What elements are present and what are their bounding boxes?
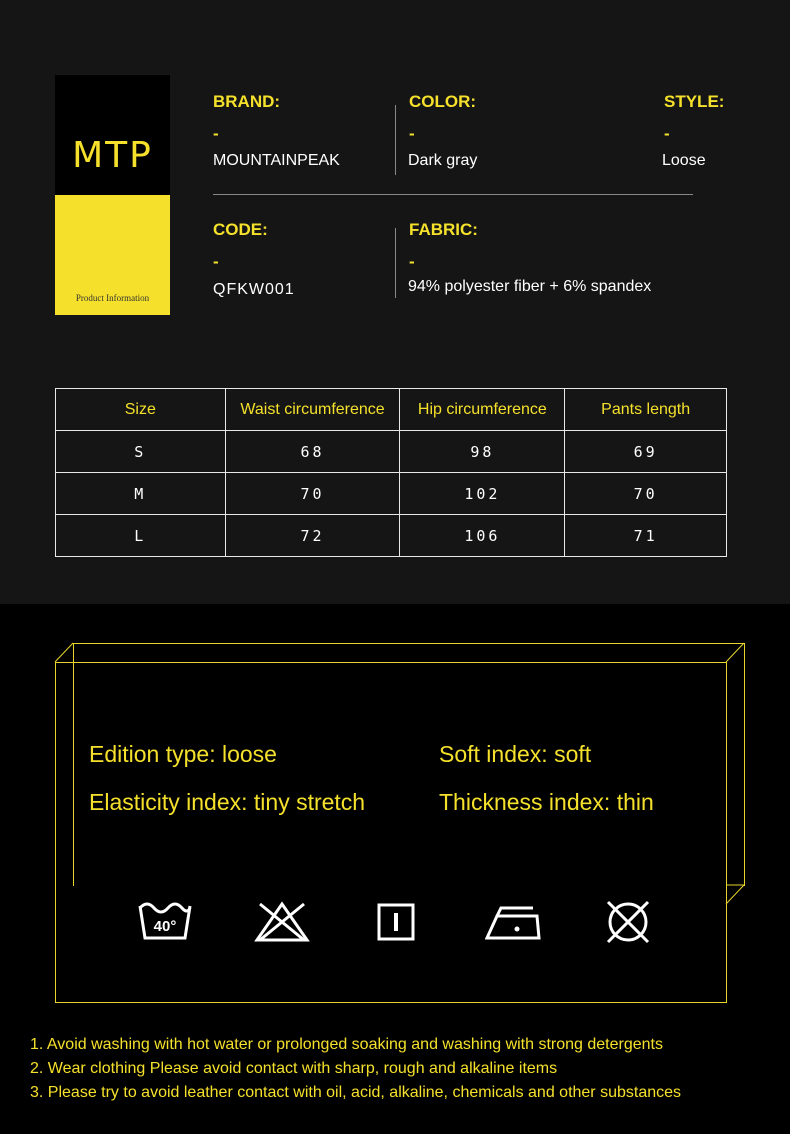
elasticity-index: Elasticity index: tiny stretch [89, 789, 366, 815]
tumble-dry-icon [368, 898, 424, 946]
color-value: Dark gray [408, 152, 478, 169]
code-value: QFKW001 [213, 281, 295, 298]
table-cell: 72 [225, 515, 400, 557]
column-header: Pants length [565, 389, 727, 431]
brand-logo: MTP [72, 135, 153, 176]
style-label: STYLE: [664, 92, 725, 111]
do-not-dry-clean-icon [600, 898, 656, 946]
table-cell: 71 [565, 515, 727, 557]
table-cell: 68 [225, 431, 400, 473]
soft-index: Soft index: soft [439, 741, 592, 767]
style-dash: - [664, 124, 670, 143]
style-value: Loose [662, 152, 706, 169]
table-cell: 98 [400, 431, 565, 473]
fabric-dash: - [409, 252, 415, 271]
wash-40-icon [137, 898, 193, 946]
column-header: Waist circumference [225, 389, 400, 431]
column-header: Size [56, 389, 226, 431]
care-note: 2. Wear clothing Please avoid contact with sharp, rough and alkaline items [30, 1060, 558, 1077]
code-label: CODE: [213, 220, 268, 239]
iron-icon [485, 898, 541, 946]
tag-caption: Product Information [75, 293, 150, 303]
brand-label: BRAND: [213, 92, 281, 111]
color-dash: - [409, 124, 415, 143]
table-cell: 102 [400, 473, 565, 515]
table-cell: 70 [225, 473, 400, 515]
table-cell: 106 [400, 515, 565, 557]
column-header: Hip circumference [400, 389, 565, 431]
brand-value: MOUNTAINPEAK [213, 152, 340, 169]
color-label: COLOR: [409, 92, 477, 111]
table-cell: 69 [565, 431, 727, 473]
edition-type: Edition type: loose [89, 741, 277, 767]
fabric-label: FABRIC: [409, 220, 478, 239]
care-note: 3. Please try to avoid leather contact with oil, acid, alkaline, chemicals and other substances [30, 1084, 682, 1101]
do-not-bleach-icon [254, 898, 310, 946]
table-cell: S [56, 431, 226, 473]
fabric-value: 94% polyester fiber + 6% spandex [408, 278, 652, 295]
table-cell: 70 [565, 473, 727, 515]
table-cell: L [56, 515, 226, 557]
box-frame-front [55, 662, 727, 1003]
care-note: 1. Avoid washing with hot water or prolonged soaking and washing with strong detergents [30, 1036, 663, 1053]
wash-temp-label: 40° [153, 918, 177, 935]
code-dash: - [213, 252, 219, 271]
brand-dash: - [213, 124, 219, 143]
table-cell: M [56, 473, 226, 515]
thickness-index: Thickness index: thin [439, 789, 654, 815]
